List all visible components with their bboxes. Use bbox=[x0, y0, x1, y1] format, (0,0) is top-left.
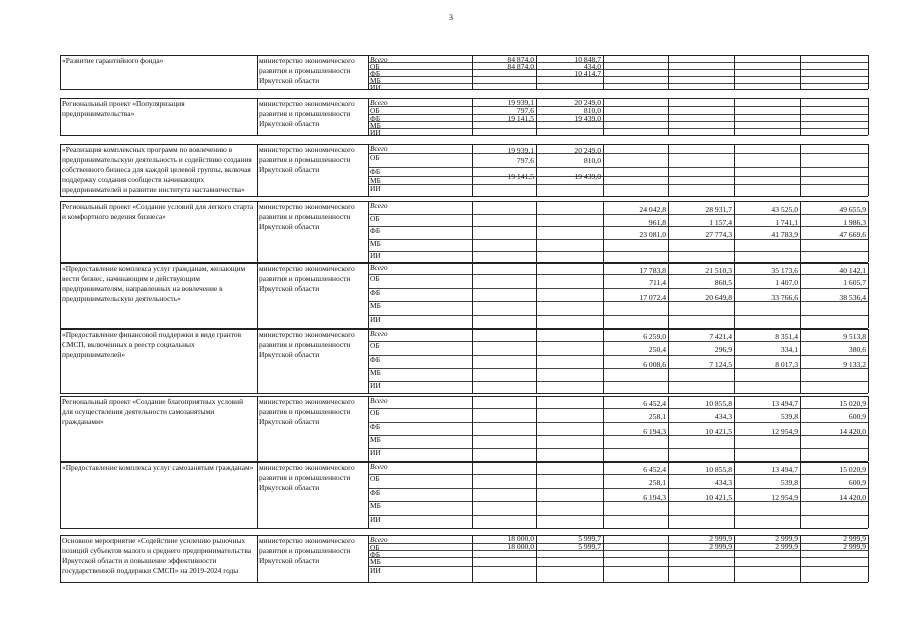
column-line bbox=[368, 55, 369, 89]
row-line bbox=[368, 557, 868, 558]
value-cell: 8 017,3 bbox=[775, 360, 798, 369]
column-line bbox=[603, 396, 604, 461]
column-line bbox=[60, 98, 61, 135]
column-line bbox=[536, 396, 537, 461]
row-line bbox=[368, 422, 868, 423]
measure-name: Региональный проект «Создание условий для легкого старта и комфортного ведения бизнеса» bbox=[62, 202, 254, 221]
source-label: МБ bbox=[370, 557, 381, 566]
column-line bbox=[668, 263, 669, 328]
row-line bbox=[368, 214, 868, 215]
row-line bbox=[368, 106, 868, 107]
block-border bbox=[60, 89, 868, 90]
column-line bbox=[60, 535, 61, 582]
column-line bbox=[368, 263, 369, 328]
source-label: ИИ bbox=[370, 515, 381, 524]
value-cell: 1 157,4 bbox=[709, 218, 732, 227]
column-line bbox=[60, 144, 61, 196]
source-label: Всего bbox=[370, 396, 388, 405]
column-line bbox=[868, 144, 869, 196]
column-line bbox=[368, 98, 369, 135]
source-label: МБ bbox=[370, 239, 381, 248]
row-line bbox=[368, 288, 868, 289]
column-line bbox=[800, 55, 801, 89]
column-line bbox=[472, 55, 473, 89]
source-label: Всего bbox=[370, 329, 388, 338]
column-line bbox=[368, 329, 369, 393]
row-line bbox=[368, 153, 868, 154]
column-line bbox=[472, 201, 473, 262]
source-label: ФБ bbox=[370, 488, 381, 497]
column-line bbox=[536, 144, 537, 196]
source-label: ИИ bbox=[370, 448, 381, 457]
column-line bbox=[800, 329, 801, 393]
column-line bbox=[368, 462, 369, 528]
value-cell: 12 954,9 bbox=[771, 427, 798, 436]
column-line bbox=[536, 201, 537, 262]
value-cell: 14 420,0 bbox=[839, 493, 866, 502]
block-border bbox=[60, 196, 868, 197]
column-line bbox=[868, 396, 869, 461]
value-cell: 434,3 bbox=[714, 412, 732, 421]
source-label: ОБ bbox=[370, 106, 380, 115]
source-label: ФБ bbox=[370, 355, 381, 364]
value-cell: 9 133,2 bbox=[843, 360, 866, 369]
value-cell: 6 452,4 bbox=[643, 465, 666, 474]
row-line bbox=[368, 474, 868, 475]
column-line bbox=[60, 396, 61, 461]
source-label: МБ bbox=[370, 176, 381, 185]
column-line bbox=[800, 98, 801, 135]
value-cell: 434,0 bbox=[583, 62, 601, 71]
value-cell: 10 855,8 bbox=[705, 399, 732, 408]
row-line bbox=[368, 167, 868, 168]
column-line bbox=[60, 55, 61, 89]
value-cell: 5 999,7 bbox=[578, 542, 601, 551]
value-cell: 8 351,4 bbox=[775, 332, 798, 341]
column-line bbox=[668, 396, 669, 461]
column-line bbox=[668, 98, 669, 135]
column-line bbox=[472, 144, 473, 196]
column-line bbox=[536, 462, 537, 528]
column-line bbox=[603, 329, 604, 393]
value-cell: 20 249,0 bbox=[574, 146, 601, 155]
column-line bbox=[800, 263, 801, 328]
value-cell: 6 259,0 bbox=[643, 332, 666, 341]
column-line bbox=[668, 329, 669, 393]
value-cell: 35 173,6 bbox=[771, 266, 798, 275]
value-cell: 18 000,0 bbox=[507, 534, 534, 543]
column-line bbox=[734, 98, 735, 135]
row-line bbox=[368, 251, 868, 252]
column-line bbox=[257, 144, 258, 196]
value-cell: 810,0 bbox=[583, 106, 601, 115]
value-cell: 797,6 bbox=[516, 156, 534, 165]
column-line bbox=[668, 144, 669, 196]
value-cell: 13 494,7 bbox=[771, 465, 798, 474]
source-label: Всего bbox=[370, 55, 388, 64]
row-line bbox=[368, 114, 868, 115]
row-line bbox=[368, 184, 868, 185]
value-cell: 2 999,9 bbox=[709, 534, 732, 543]
source-label: Всего bbox=[370, 98, 388, 107]
source-label: ИИ bbox=[370, 381, 381, 390]
column-line bbox=[734, 329, 735, 393]
value-cell: 84 874,0 bbox=[507, 55, 534, 64]
source-label: ОБ bbox=[370, 341, 380, 350]
column-line bbox=[668, 55, 669, 89]
column-line bbox=[868, 263, 869, 328]
column-line bbox=[60, 201, 61, 262]
block-border bbox=[60, 393, 868, 394]
executor: министерство экономического развития и промышленности Иркутской области bbox=[259, 99, 355, 128]
value-cell: 24 042,8 bbox=[639, 205, 666, 214]
executor: министерство экономического развития и промышленности Иркутской области bbox=[259, 536, 355, 565]
value-cell: 434,3 bbox=[714, 478, 732, 487]
measure-name: Региональный проект «Популяризация предпринимательства» bbox=[62, 99, 185, 118]
source-label: ФБ bbox=[370, 167, 381, 176]
row-line bbox=[368, 69, 868, 70]
value-cell: 258,1 bbox=[648, 478, 666, 487]
value-cell: 19 141,5 bbox=[507, 114, 534, 123]
source-label: Всего bbox=[370, 144, 388, 153]
column-line bbox=[60, 263, 61, 328]
value-cell: 20 649,8 bbox=[705, 293, 732, 302]
value-cell: 600,9 bbox=[848, 478, 866, 487]
source-label: ОБ bbox=[370, 274, 380, 283]
column-line bbox=[368, 535, 369, 582]
column-line bbox=[60, 329, 61, 393]
source-label: ОБ bbox=[370, 153, 380, 162]
value-cell: 2 999,9 bbox=[843, 542, 866, 551]
row-line bbox=[368, 448, 868, 449]
column-line bbox=[472, 98, 473, 135]
value-cell: 810,0 bbox=[583, 156, 601, 165]
executor: министерство экономического развития и промышленности Иркутской области bbox=[259, 397, 355, 426]
value-cell: 10 421,5 bbox=[705, 493, 732, 502]
value-cell: 38 536,4 bbox=[839, 293, 866, 302]
column-line bbox=[368, 396, 369, 461]
value-cell: 7 421,4 bbox=[709, 332, 732, 341]
source-label: ОБ bbox=[370, 62, 380, 71]
source-label: ИИ bbox=[370, 128, 381, 137]
block-border bbox=[60, 528, 868, 529]
column-line bbox=[800, 396, 801, 461]
row-line bbox=[368, 355, 868, 356]
page-number: 3 bbox=[449, 13, 453, 22]
measure-name: «Предоставление комплекса услуг самозанятым гражданам» bbox=[62, 463, 254, 472]
column-line bbox=[472, 535, 473, 582]
value-cell: 6 194,3 bbox=[643, 427, 666, 436]
source-label: Всего bbox=[370, 462, 388, 471]
row-line bbox=[368, 76, 868, 77]
column-line bbox=[603, 535, 604, 582]
source-label: МБ bbox=[370, 301, 381, 310]
column-line bbox=[257, 396, 258, 461]
column-line bbox=[536, 98, 537, 135]
column-line bbox=[60, 462, 61, 528]
value-cell: 27 774,3 bbox=[705, 230, 732, 239]
value-cell: 334,1 bbox=[780, 345, 798, 354]
column-line bbox=[257, 462, 258, 528]
column-line bbox=[257, 55, 258, 89]
value-cell: 10 414,7 bbox=[574, 69, 601, 78]
value-cell: 84 874,0 bbox=[507, 62, 534, 71]
source-label: ОБ bbox=[370, 408, 380, 417]
value-cell: 296,9 bbox=[714, 345, 732, 354]
value-cell: 2 999,9 bbox=[775, 542, 798, 551]
column-line bbox=[800, 535, 801, 582]
value-cell: 33 766,6 bbox=[771, 293, 798, 302]
column-line bbox=[868, 462, 869, 528]
source-label: ИИ bbox=[370, 83, 381, 92]
measure-name: Основное мероприятие «Содействие усилению рыночных позиций субъектов малого и среднего предпринимательства Иркутской области и повышение эффективности государственной поддержки СМСП» на 2019-2024 годы bbox=[62, 536, 252, 575]
column-line bbox=[536, 535, 537, 582]
executor: министерство экономического развития и промышленности Иркутской области bbox=[259, 330, 355, 359]
value-cell: 19 939,1 bbox=[507, 146, 534, 155]
value-cell: 10 848,7 bbox=[574, 55, 601, 64]
source-label: Всего bbox=[370, 263, 388, 272]
column-line bbox=[603, 55, 604, 89]
row-line bbox=[368, 515, 868, 516]
column-line bbox=[868, 535, 869, 582]
value-cell: 19 439,0 bbox=[574, 172, 601, 181]
value-cell: 10 855,8 bbox=[705, 465, 732, 474]
source-label: ОБ bbox=[370, 214, 380, 223]
column-line bbox=[603, 462, 604, 528]
value-cell: 23 081,0 bbox=[639, 230, 666, 239]
value-cell: 40 142,1 bbox=[839, 266, 866, 275]
value-cell: 2 999,9 bbox=[709, 542, 732, 551]
value-cell: 797,6 bbox=[516, 106, 534, 115]
executor: министерство экономического развития и промышленности Иркутской области bbox=[259, 145, 355, 174]
value-cell: 19 141,5 bbox=[507, 172, 534, 181]
column-line bbox=[257, 535, 258, 582]
column-line bbox=[603, 144, 604, 196]
source-label: ФБ bbox=[370, 69, 381, 78]
value-cell: 380,6 bbox=[848, 345, 866, 354]
value-cell: 28 931,7 bbox=[705, 205, 732, 214]
value-cell: 860,5 bbox=[714, 278, 732, 287]
value-cell: 41 783,9 bbox=[771, 230, 798, 239]
value-cell: 961,8 bbox=[648, 218, 666, 227]
value-cell: 6 194,3 bbox=[643, 493, 666, 502]
row-line bbox=[368, 121, 868, 122]
value-cell: 13 494,7 bbox=[771, 399, 798, 408]
row-line bbox=[368, 83, 868, 84]
value-cell: 250,4 bbox=[648, 345, 666, 354]
value-cell: 14 420,0 bbox=[839, 427, 866, 436]
source-label: ФБ bbox=[370, 226, 381, 235]
column-line bbox=[734, 263, 735, 328]
row-line bbox=[368, 239, 868, 240]
row-line bbox=[368, 62, 868, 63]
source-label: ИИ bbox=[370, 315, 381, 324]
value-cell: 2 999,9 bbox=[775, 534, 798, 543]
value-cell: 1 407,0 bbox=[775, 278, 798, 287]
column-line bbox=[668, 201, 669, 262]
value-cell: 6 452,4 bbox=[643, 399, 666, 408]
row-line bbox=[368, 176, 868, 177]
column-line bbox=[668, 462, 669, 528]
measure-name: Региональный проект «Создание благоприятных условий для осуществления деятельности самозанятыми гражданами» bbox=[62, 397, 244, 426]
value-cell: 539,8 bbox=[780, 478, 798, 487]
value-cell: 600,9 bbox=[848, 412, 866, 421]
column-line bbox=[668, 535, 669, 582]
column-line bbox=[472, 263, 473, 328]
column-line bbox=[734, 201, 735, 262]
column-line bbox=[257, 201, 258, 262]
column-line bbox=[868, 55, 869, 89]
row-line bbox=[368, 408, 868, 409]
source-label: ОБ bbox=[370, 474, 380, 483]
value-cell: 43 525,0 bbox=[771, 205, 798, 214]
source-label: МБ bbox=[370, 501, 381, 510]
source-label: МБ bbox=[370, 76, 381, 85]
column-line bbox=[734, 535, 735, 582]
measure-name: «Предоставление комплекса услуг гражданам, желающим вести бизнес, начинающим и действующим предпринимателям, направленных на вовлечение в предпринимательскую деятельность» bbox=[62, 264, 246, 303]
column-line bbox=[734, 144, 735, 196]
column-line bbox=[734, 55, 735, 89]
value-cell: 49 655,9 bbox=[839, 205, 866, 214]
measure-name: «Развитие гарантийного фонда» bbox=[62, 56, 164, 65]
column-line bbox=[536, 263, 537, 328]
column-line bbox=[734, 396, 735, 461]
value-cell: 1 741,1 bbox=[775, 218, 798, 227]
source-label: ФБ bbox=[370, 114, 381, 123]
column-line bbox=[368, 201, 369, 262]
row-line bbox=[368, 128, 868, 129]
value-cell: 9 513,8 bbox=[843, 332, 866, 341]
column-line bbox=[800, 462, 801, 528]
column-line bbox=[603, 98, 604, 135]
value-cell: 5 999,7 bbox=[578, 534, 601, 543]
column-line bbox=[368, 144, 369, 196]
measure-name: «Предоставление финансовой поддержки в виде грантов СМСП, включенных в реестр социальных предпринимателей» bbox=[62, 330, 242, 359]
executor: министерство экономического развития и промышленности Иркутской области bbox=[259, 463, 355, 492]
executor: министерство экономического развития и промышленности Иркутской области bbox=[259, 202, 355, 231]
source-label: ФБ bbox=[370, 422, 381, 431]
executor: министерство экономического развития и промышленности Иркутской области bbox=[259, 264, 355, 293]
row-line bbox=[368, 566, 868, 567]
column-line bbox=[536, 329, 537, 393]
value-cell: 18 000,0 bbox=[507, 542, 534, 551]
value-cell: 258,1 bbox=[648, 412, 666, 421]
value-cell: 1 605,7 bbox=[843, 278, 866, 287]
source-label: ИИ bbox=[370, 566, 381, 575]
column-line bbox=[800, 144, 801, 196]
source-label: МБ bbox=[370, 368, 381, 377]
source-label: ОБ bbox=[370, 543, 380, 552]
column-line bbox=[472, 396, 473, 461]
column-line bbox=[800, 201, 801, 262]
block-border bbox=[60, 135, 868, 136]
measure-name: «Реализация комплексных программ по вовлечению в предпринимательскую деятельность и содействию создания собственного бизнеса для каждой целевой группы, включая поддержку создания сообществ начинающих предпринимателей и развитие института наставничества» bbox=[62, 145, 252, 194]
source-label: ФБ bbox=[370, 550, 381, 559]
value-cell: 1 986,3 bbox=[843, 218, 866, 227]
value-cell: 7 124,5 bbox=[709, 360, 732, 369]
block-border bbox=[60, 582, 868, 583]
value-cell: 6 008,6 bbox=[643, 360, 666, 369]
source-label: ФБ bbox=[370, 288, 381, 297]
source-label: МБ bbox=[370, 121, 381, 130]
row-line bbox=[368, 315, 868, 316]
value-cell: 2 999,9 bbox=[843, 534, 866, 543]
value-cell: 19 939,1 bbox=[507, 98, 534, 107]
row-line bbox=[368, 488, 868, 489]
row-line bbox=[368, 341, 868, 342]
column-line bbox=[257, 263, 258, 328]
value-cell: 15 020,9 bbox=[839, 399, 866, 408]
value-cell: 47 669,6 bbox=[839, 230, 866, 239]
value-cell: 17 783,8 bbox=[639, 266, 666, 275]
column-line bbox=[472, 329, 473, 393]
source-label: ИИ bbox=[370, 251, 381, 260]
column-line bbox=[734, 462, 735, 528]
value-cell: 12 954,9 bbox=[771, 493, 798, 502]
value-cell: 15 020,9 bbox=[839, 465, 866, 474]
value-cell: 21 510,3 bbox=[705, 266, 732, 275]
source-label: Всего bbox=[370, 201, 388, 210]
value-cell: 10 421,5 bbox=[705, 427, 732, 436]
source-label: Всего bbox=[370, 535, 388, 544]
column-line bbox=[603, 263, 604, 328]
column-line bbox=[472, 462, 473, 528]
value-cell: 539,8 bbox=[780, 412, 798, 421]
column-line bbox=[603, 201, 604, 262]
column-line bbox=[536, 55, 537, 89]
column-line bbox=[257, 329, 258, 393]
source-label: ИИ bbox=[370, 184, 381, 193]
row-line bbox=[368, 381, 868, 382]
column-line bbox=[257, 98, 258, 135]
column-line bbox=[868, 329, 869, 393]
value-cell: 711,4 bbox=[649, 278, 666, 287]
value-cell: 17 072,4 bbox=[639, 293, 666, 302]
value-cell: 19 439,0 bbox=[574, 114, 601, 123]
column-line bbox=[868, 201, 869, 262]
value-cell: 20 249,0 bbox=[574, 98, 601, 107]
source-label: МБ bbox=[370, 435, 381, 444]
column-line bbox=[868, 98, 869, 135]
executor: министерство экономического развития и промышленности Иркутской области bbox=[259, 56, 355, 85]
